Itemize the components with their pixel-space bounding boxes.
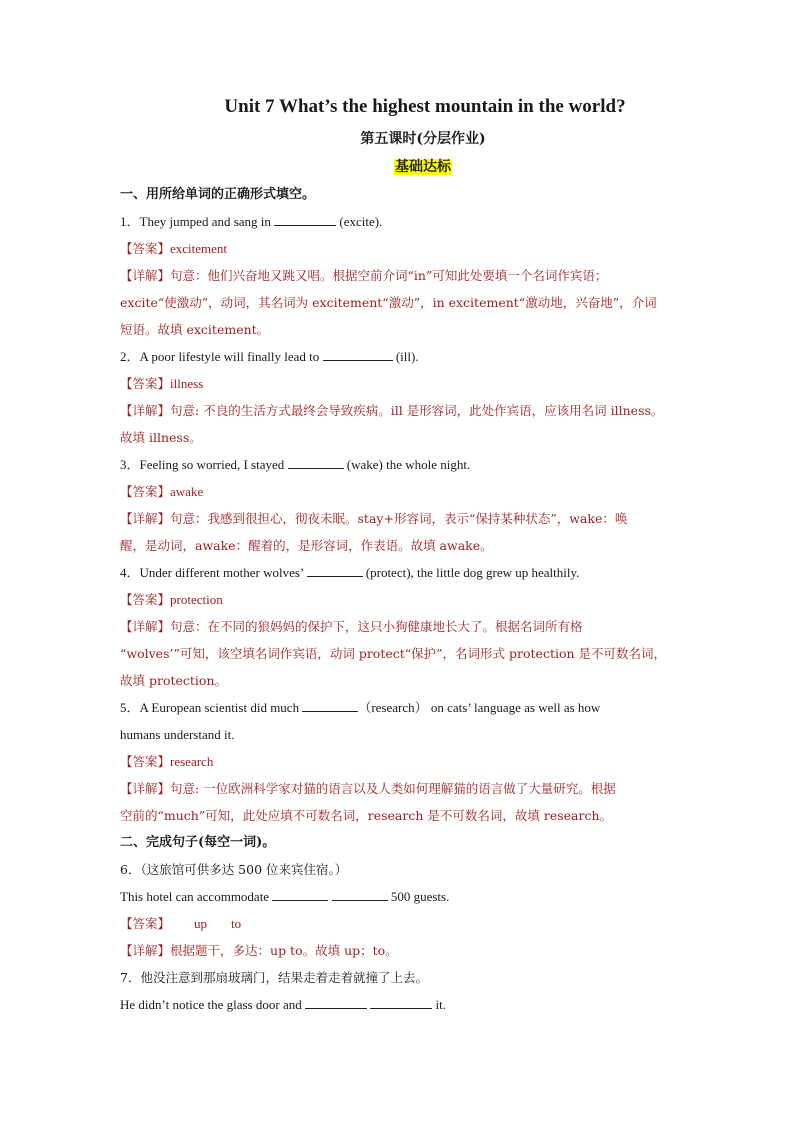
detail-4-line-3: 故填 protection。 [120, 673, 227, 688]
detail-6-line-1: 【详解】根据题干，多达：up to。故填 up；to。 [120, 943, 398, 958]
question-6: This hotel can accommodate 500 guests. [120, 889, 450, 904]
answer-4: 【答案】protection [120, 592, 223, 607]
detail-1-line-2: excite“使激动”，动词，其名词为 excitement“激动”，in excitement“激动地，兴奋地”，介词 [120, 295, 657, 310]
answer-blank [370, 995, 432, 1009]
lesson-subtitle: 第五课时(分层作业) [360, 131, 486, 147]
answer-blank [288, 455, 344, 469]
question-7: He didn’t notice the glass door and it. [120, 997, 446, 1012]
question-6-cn: 6．（这旅馆可供多达 500 位来宾住宿。） [120, 862, 348, 877]
detail-2-line-2: 故填 illness。 [120, 430, 202, 445]
detail-4-line-2: “wolves’”可知，该空填名词作宾语，动词 protect“保护”，名词形式 protection 是不可数名词， [120, 646, 667, 661]
detail-1-line-3: 短语。故填 excitement。 [120, 322, 270, 337]
question-5: 5．A European scientist did much （research） on cats’ language as well as how [120, 700, 601, 715]
answer-blank [274, 212, 336, 226]
answer-blank [302, 698, 358, 712]
question-3: 3．Feeling so worried, I stayed (wake) the whole night. [120, 457, 471, 472]
answer-blank [323, 347, 393, 361]
question-5-line-2: humans understand it. [120, 727, 235, 742]
question-1: 1．They jumped and sang in (excite). [120, 214, 383, 229]
answer-2: 【答案】illness [120, 376, 204, 391]
section-heading-1: 一、用所给单词的正确形式填空。 [120, 187, 316, 202]
answer-blank [332, 887, 388, 901]
answer-blank [272, 887, 328, 901]
answer-5: 【答案】research [120, 754, 214, 769]
detail-3-line-2: 醒，是动词，awake：醒着的，是形容词，作表语。故填 awake。 [120, 538, 493, 553]
detail-5-line-1: 【详解】句意: 一位欧洲科学家对猫的语言以及人类如何理解猫的语言做了大量研究。根据 [120, 781, 616, 796]
answer-3: 【答案】awake [120, 484, 204, 499]
page-title: Unit 7 What’s the highest mountain in the world? [224, 96, 626, 117]
detail-1-line-1: 【详解】句意：他们兴奋地又跳又唱。根据空前介词“in”可知此处要填一个名词作宾语； [120, 268, 608, 283]
detail-3-line-1: 【详解】句意：我感到很担心，彻夜未眠。stay+形容词，表示“保持某种状态”，wake：唤 [120, 511, 628, 526]
answer-blank [307, 563, 363, 577]
answer-1: 【答案】excitement [120, 241, 228, 256]
detail-2-line-1: 【详解】句意: 不良的生活方式最终会导致疾病。ill 是形容词，此处作宾语，应该用名词 illness。 [120, 403, 664, 418]
level-badge: 基础达标 [395, 159, 451, 175]
question-4: 4．Under different mother wolves’ (protect), the little dog grew up healthily. [120, 565, 580, 580]
question-2: 2．A poor lifestyle will finally lead to (ill). [120, 349, 419, 364]
answer-6: 【答案】 up to [120, 916, 242, 931]
section-heading-2: 二、完成句子(每空一词)。 [120, 835, 276, 850]
detail-4-line-1: 【详解】句意：在不同的狼妈妈的保护下，这只小狗健康地长大了。根据名词所有格 [120, 619, 583, 634]
answer-blank [305, 995, 367, 1009]
detail-5-line-2: 空前的“much”可知，此处应填不可数名词，research 是不可数名词，故填 research。 [120, 808, 613, 823]
question-7-cn: 7．他没注意到那扇玻璃门，结果走着走着就撞了上去。 [120, 970, 428, 985]
worksheet-content [120, 94, 680, 1018]
